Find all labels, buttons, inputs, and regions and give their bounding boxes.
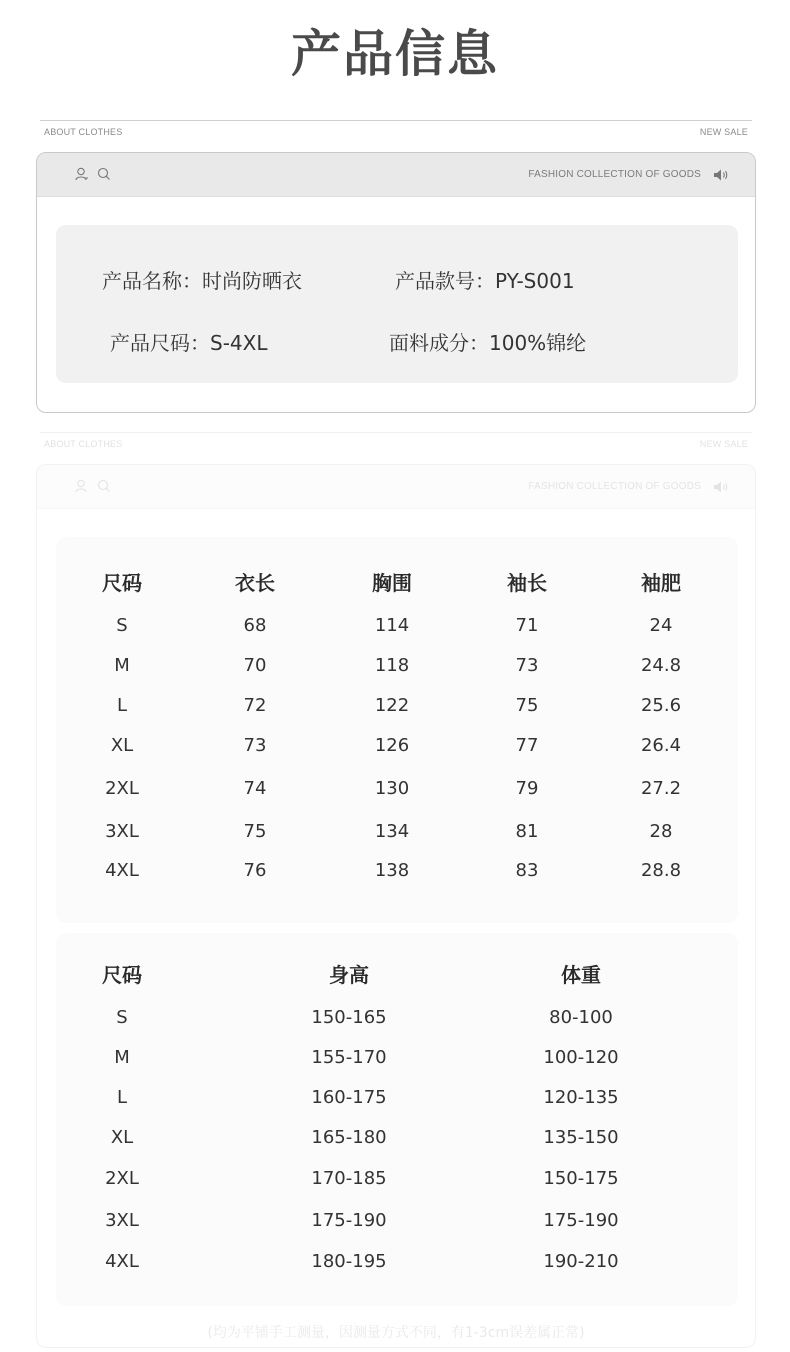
table-cell: 122 [374, 695, 410, 716]
table-cell: 100-120 [543, 1047, 619, 1068]
page-title: 产品信息 [291, 25, 499, 83]
table-cell: 150-165 [311, 1007, 387, 1028]
header-right-caption: NEW SALE [699, 127, 748, 137]
table-cell: XL [110, 1127, 134, 1148]
bar-caption-2: FASHION COLLECTION OF GOODS [528, 481, 701, 492]
table-cell: 135-150 [543, 1127, 619, 1148]
column-header: 袖肥 [641, 571, 681, 595]
card-top-bar [37, 153, 755, 197]
table-cell: 2XL [105, 1168, 139, 1189]
table-cell: 75 [515, 695, 539, 716]
column-header: 衣长 [235, 571, 275, 595]
bar-caption: FASHION COLLECTION OF GOODS [528, 169, 701, 180]
table-cell: 138 [374, 860, 410, 881]
column-header: 尺码 [102, 571, 142, 595]
product-sizes: 产品尺码：S-4XL [110, 331, 268, 355]
table-cell: 134 [374, 821, 410, 842]
header-rule-2 [40, 432, 752, 452]
table-cell: 80-100 [549, 1007, 613, 1028]
search-icon[interactable] [97, 478, 111, 497]
speaker-icon[interactable] [713, 479, 729, 498]
table-cell: 24 [649, 615, 673, 636]
table-cell: 2XL [105, 778, 139, 799]
table-cell: 27.2 [640, 778, 682, 799]
table-cell: 180-195 [311, 1251, 387, 1272]
table-cell: 114 [374, 615, 410, 636]
table-cell: 74 [243, 778, 267, 799]
measurement-note: (均为平铺手工测量，因测量方式不同，有1-3cm误差属正常) [207, 1325, 585, 1341]
column-header: 体重 [561, 963, 601, 987]
table-cell: 3XL [105, 821, 139, 842]
table-cell: L [116, 695, 128, 716]
table-cell: 175-190 [311, 1210, 387, 1231]
table-cell: 118 [374, 655, 410, 676]
table-cell: 73 [243, 735, 267, 756]
table-cell: 25.6 [640, 695, 682, 716]
table-cell: 120-135 [543, 1087, 619, 1108]
speaker-icon[interactable] [713, 167, 729, 186]
header-left-caption-2: ABOUT CLOTHES [44, 439, 123, 449]
table-cell: 73 [515, 655, 539, 676]
table-cell: 155-170 [311, 1047, 387, 1068]
header-right-caption-2: NEW SALE [699, 439, 748, 449]
table-cell: 190-210 [543, 1251, 619, 1272]
table-cell: 68 [243, 615, 267, 636]
table-cell: L [116, 1087, 128, 1108]
column-header: 身高 [329, 963, 369, 987]
table-cell: 175-190 [543, 1210, 619, 1231]
column-header: 尺码 [102, 963, 142, 987]
table-cell: 77 [515, 735, 539, 756]
table-cell: 28 [649, 821, 673, 842]
table-cell: 83 [515, 860, 539, 881]
card-top-bar-2 [37, 465, 755, 509]
user-icon[interactable] [75, 166, 89, 185]
product-info-card [36, 152, 756, 413]
table-cell: 150-175 [543, 1168, 619, 1189]
product-name: 产品名称：时尚防晒衣 [102, 269, 302, 293]
table-cell: S [116, 1007, 128, 1028]
table-cell: 4XL [105, 1251, 139, 1272]
table-cell: 70 [243, 655, 267, 676]
product-info-panel [56, 225, 738, 383]
size-chart-card [36, 464, 756, 1348]
body-fit-table [56, 933, 738, 1306]
table-cell: 79 [515, 778, 539, 799]
table-cell: 126 [374, 735, 410, 756]
table-cell: 26.4 [640, 735, 682, 756]
table-cell: 3XL [105, 1210, 139, 1231]
user-icon[interactable] [75, 478, 89, 497]
column-header: 袖长 [507, 571, 547, 595]
table-cell: 81 [515, 821, 539, 842]
table-cell: 75 [243, 821, 267, 842]
product-fabric: 面料成分：100%锦纶 [389, 331, 587, 355]
product-model: 产品款号：PY-S001 [395, 269, 575, 293]
header-left-caption: ABOUT CLOTHES [44, 127, 123, 137]
table-cell: 76 [243, 860, 267, 881]
table-cell: 28.8 [640, 860, 682, 881]
table-cell: 165-180 [311, 1127, 387, 1148]
table-cell: 72 [243, 695, 267, 716]
table-cell: M [114, 1047, 130, 1068]
table-cell: 24.8 [640, 655, 682, 676]
table-cell: 170-185 [311, 1168, 387, 1189]
search-icon[interactable] [97, 166, 111, 185]
header-rule [40, 120, 752, 140]
table-cell: 71 [515, 615, 539, 636]
table-cell: 130 [374, 778, 410, 799]
table-cell: 160-175 [311, 1087, 387, 1108]
table-cell: S [116, 615, 128, 636]
garment-size-table [56, 537, 738, 923]
table-cell: 4XL [105, 860, 139, 881]
column-header: 胸围 [372, 571, 412, 595]
table-cell: XL [110, 735, 134, 756]
table-cell: M [114, 655, 130, 676]
